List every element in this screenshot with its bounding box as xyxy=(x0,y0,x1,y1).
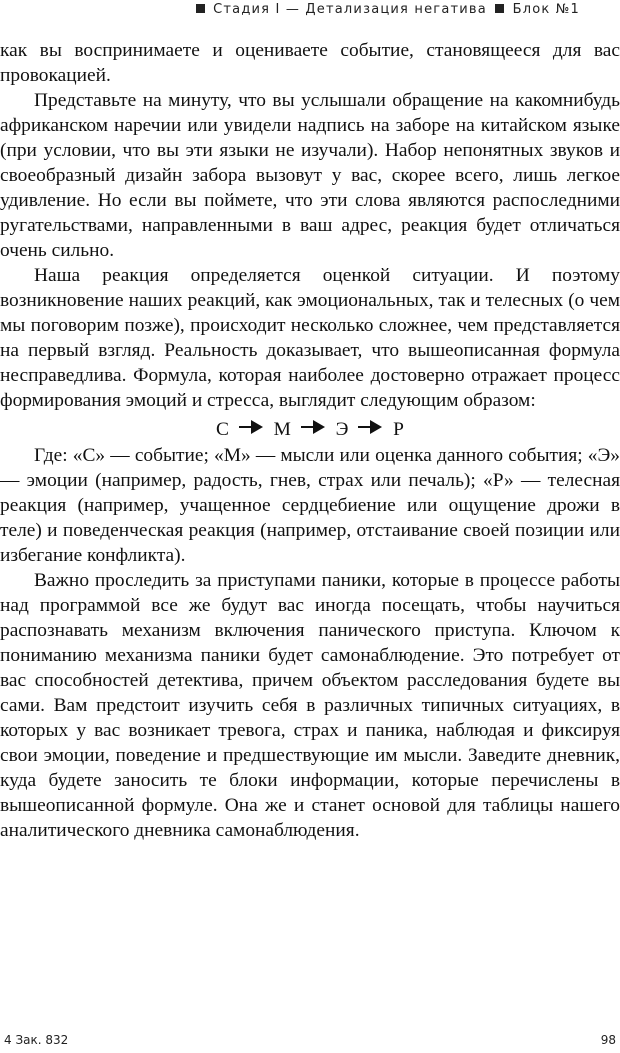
arrow-right-icon xyxy=(358,420,382,434)
formula-reaction: Р xyxy=(393,419,404,440)
arrow-right-icon xyxy=(301,420,325,434)
formula-event: С xyxy=(216,419,229,440)
paragraph: Где: «С» — событие; «М» — мысли или оценка данного события; «Э» — эмоции (например, радость, гнев, страх или печаль); «Р» — телесная реакция (например, учащенное сердцебиение или ощущение дрожи в теле) и поведенческая реакция (например, отстаивание своей позиции или избегание конфликта). xyxy=(0,445,620,566)
formula xyxy=(0,417,620,442)
formula-emotions: Э xyxy=(335,419,349,440)
running-header xyxy=(193,2,580,17)
paragraph: Важно проследить за приступами паники, которые в процессе работы над программой все же будут вас иногда посещать, чтобы научиться распознавать механизм включения панического приступа. Ключом к пониманию механизма паники будет самонаблюдение. Это потребует от вас способностей детектива, причем объектом расследования будете вы сами. Вам предстоит изучить себя в различных типичных ситуациях, в которых у вас возникает тревога, страх и паника, наблюдая и фиксируя свои эмоции, поведение и предшествующие им мысли. Заведите дневник, куда будете заносить те блоки информации, которые перечислены в вышеописанной формуле. Она же и станет основой для таблицы нашего аналитического дневника самонаблюдения. xyxy=(0,570,620,841)
square-bullet-icon xyxy=(495,4,504,13)
footer-print-mark: 4 Зак. 832 xyxy=(4,1033,69,1047)
page-body xyxy=(0,38,620,843)
header-block-title: Блок №1 xyxy=(512,2,580,17)
arrow-right-icon xyxy=(239,420,263,434)
paragraph: Представьте на минуту, что вы услышали обращение на какомнибудь африканском наречии или увидели надпись на заборе на китайском языке (при условии, что вы эти языки не изучали). Набор непонятных звуков и своеобразный дизайн забора вызовут у вас, скорее всего, лишь легкое удивление. Но если вы поймете, что эти слова являются распоследними ругательствами, направленными в ваш адрес, реакция будет отличаться очень сильно. xyxy=(0,90,620,261)
formula-thoughts: М xyxy=(273,419,291,440)
paragraph: Наша реакция определяется оценкой ситуации. И поэтому возникновение наших реакций, как эмоциональных, так и телесных (о чем мы поговорим позже), происходит несколько сложнее, чем представляется на первый взгляд. Реальность доказывает, что вышеописанная формула несправедлива. Формула, которая наиболее достоверно отражает процесс формирования эмоций и стресса, выглядит следующим образом: xyxy=(0,265,620,411)
header-section-title: Стадия I — Детализация негатива xyxy=(213,2,487,17)
paragraph-continued: как вы воспринимаете и оцениваете событие, становящееся для вас провокацией. xyxy=(0,40,620,86)
square-bullet-icon xyxy=(196,4,205,13)
page-number: 98 xyxy=(600,1033,616,1047)
